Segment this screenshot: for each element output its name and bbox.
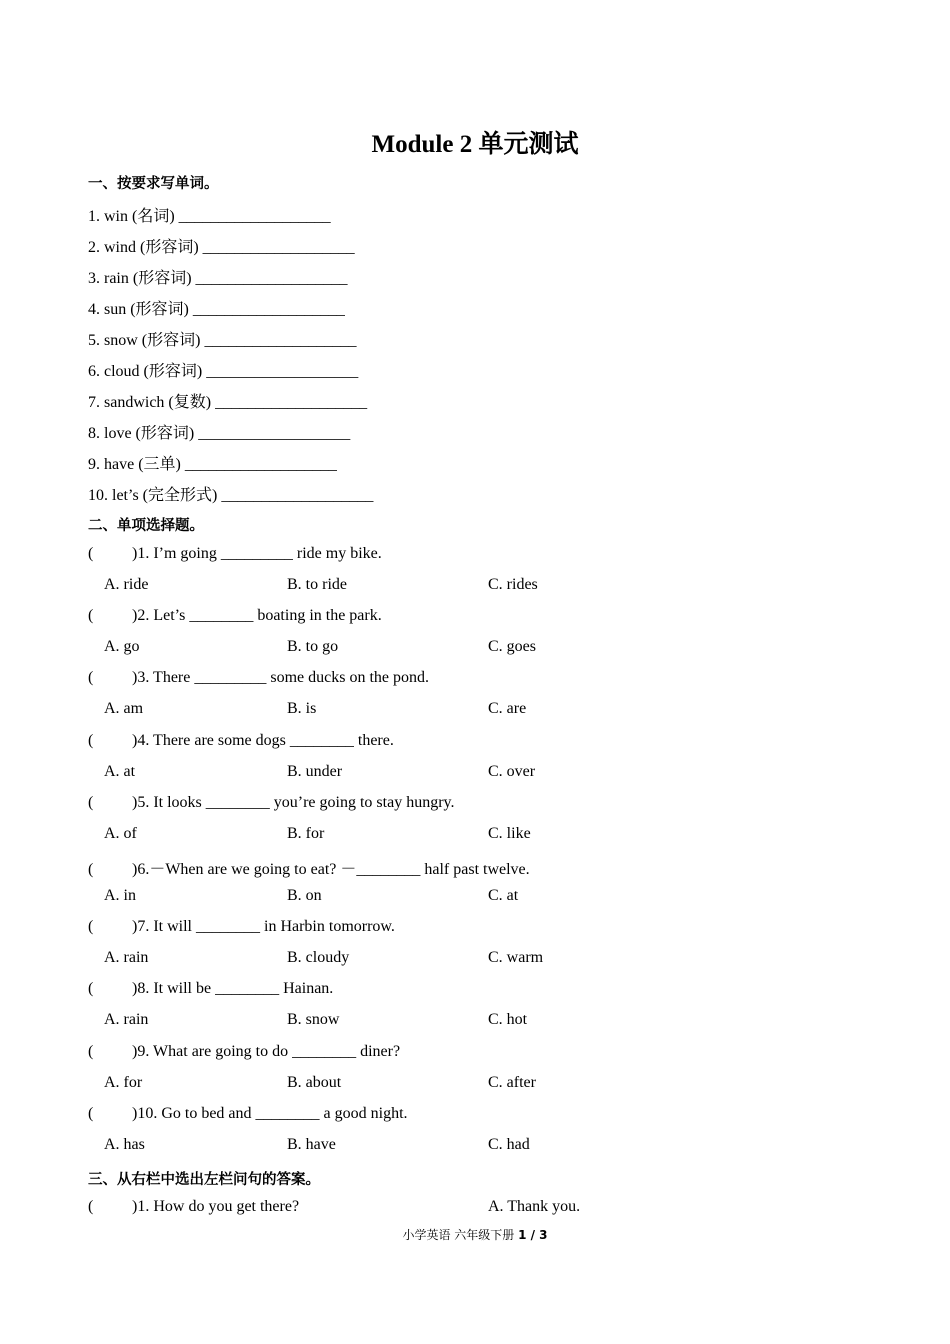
word-item: 1. win (名词) ___________________ (88, 208, 331, 225)
option-a: A. am (104, 700, 144, 717)
word-item: 6. cloud (形容词) ___________________ (88, 363, 359, 380)
option-c: C. after (488, 1074, 536, 1091)
question-stem (88, 1043, 400, 1061)
option-a: A. rain (104, 1011, 149, 1028)
answer-paren: ( (88, 669, 94, 686)
question-stem (88, 794, 454, 812)
option-b: B. is (287, 700, 317, 717)
question-stem (88, 918, 395, 936)
question-stem (88, 669, 429, 687)
word-item: 4. sun (形容词) ___________________ (88, 301, 345, 318)
option-b: B. to go (287, 638, 339, 655)
answer-paren: ( (88, 918, 94, 935)
footer-text: 小学英语 六年级下册 (402, 1228, 519, 1242)
option-c: C. rides (488, 576, 538, 593)
question-stem (88, 1105, 408, 1123)
question-text: )6.－When are we going to eat? －________ half past twelve. (132, 861, 530, 878)
question-stem (88, 545, 382, 563)
answer-paren: ( (88, 861, 94, 878)
question-text: )2. Let’s ________ boating in the park. (132, 607, 382, 624)
word-item: 7. sandwich (复数) ___________________ (88, 394, 368, 411)
option-c: C. warm (488, 949, 544, 966)
answer-paren: ( (88, 545, 94, 562)
question-text: )8. It will be ________ Hainan. (132, 980, 334, 997)
word-item: 10. let’s (完全形式) ___________________ (88, 487, 374, 504)
page-title: Module 2 单元测试 (371, 131, 579, 158)
match-right-item: A. Thank you. (488, 1198, 581, 1215)
section-1-heading: 一、按要求写单词。 (88, 176, 219, 192)
option-a: A. for (104, 1074, 143, 1091)
option-c: C. are (488, 700, 527, 717)
match-left-item (88, 1198, 299, 1216)
match-question: )1. How do you get there? (132, 1198, 300, 1215)
answer-paren: ( (88, 1198, 94, 1215)
option-b: B. cloudy (287, 949, 350, 966)
option-b: B. to ride (287, 576, 347, 593)
option-c: C. like (488, 825, 531, 842)
option-a: A. at (104, 763, 136, 780)
option-b: B. for (287, 825, 325, 842)
option-b: B. on (287, 887, 322, 904)
answer-paren: ( (88, 732, 94, 749)
question-text: )3. There _________ some ducks on the pond. (132, 669, 429, 686)
question-stem (88, 732, 394, 750)
question-text: )7. It will ________ in Harbin tomorrow. (132, 918, 395, 935)
answer-paren: ( (88, 1043, 94, 1060)
option-a: A. in (104, 887, 136, 904)
page-number: 1 / 3 (518, 1228, 548, 1242)
word-item: 8. love (形容词) ___________________ (88, 425, 351, 442)
question-text: )5. It looks ________ you’re going to stay hungry. (132, 794, 455, 811)
question-text: )4. There are some dogs ________ there. (132, 732, 394, 749)
question-stem (88, 980, 333, 998)
question-text: )9. What are going to do ________ diner? (132, 1043, 401, 1060)
option-b: B. under (287, 763, 343, 780)
page-footer (0, 1226, 950, 1243)
question-stem (88, 856, 530, 879)
option-b: B. have (287, 1136, 336, 1153)
option-c: C. over (488, 763, 536, 780)
option-c: C. had (488, 1136, 530, 1153)
section-2-heading: 二、单项选择题。 (88, 518, 204, 534)
answer-paren: ( (88, 980, 94, 997)
answer-paren: ( (88, 607, 94, 624)
section-3-heading: 三、从右栏中选出左栏问句的答案。 (88, 1172, 320, 1188)
answer-paren: ( (88, 1105, 94, 1122)
word-item: 3. rain (形容词) ___________________ (88, 270, 348, 287)
word-item: 9. have (三单) ___________________ (88, 456, 337, 473)
option-a: A. rain (104, 949, 149, 966)
option-b: B. about (287, 1074, 342, 1091)
word-item: 5. snow (形容词) ___________________ (88, 332, 357, 349)
answer-paren: ( (88, 794, 94, 811)
option-a: A. of (104, 825, 137, 842)
question-text: )10. Go to bed and ________ a good night. (132, 1105, 408, 1122)
option-c: C. goes (488, 638, 536, 655)
question-text: )1. I’m going _________ ride my bike. (132, 545, 382, 562)
option-c: C. hot (488, 1011, 528, 1028)
option-c: C. at (488, 887, 519, 904)
option-b: B. snow (287, 1011, 340, 1028)
option-a: A. ride (104, 576, 149, 593)
question-stem (88, 607, 382, 625)
word-item: 2. wind (形容词) ___________________ (88, 239, 355, 256)
option-a: A. has (104, 1136, 145, 1153)
option-a: A. go (104, 638, 140, 655)
